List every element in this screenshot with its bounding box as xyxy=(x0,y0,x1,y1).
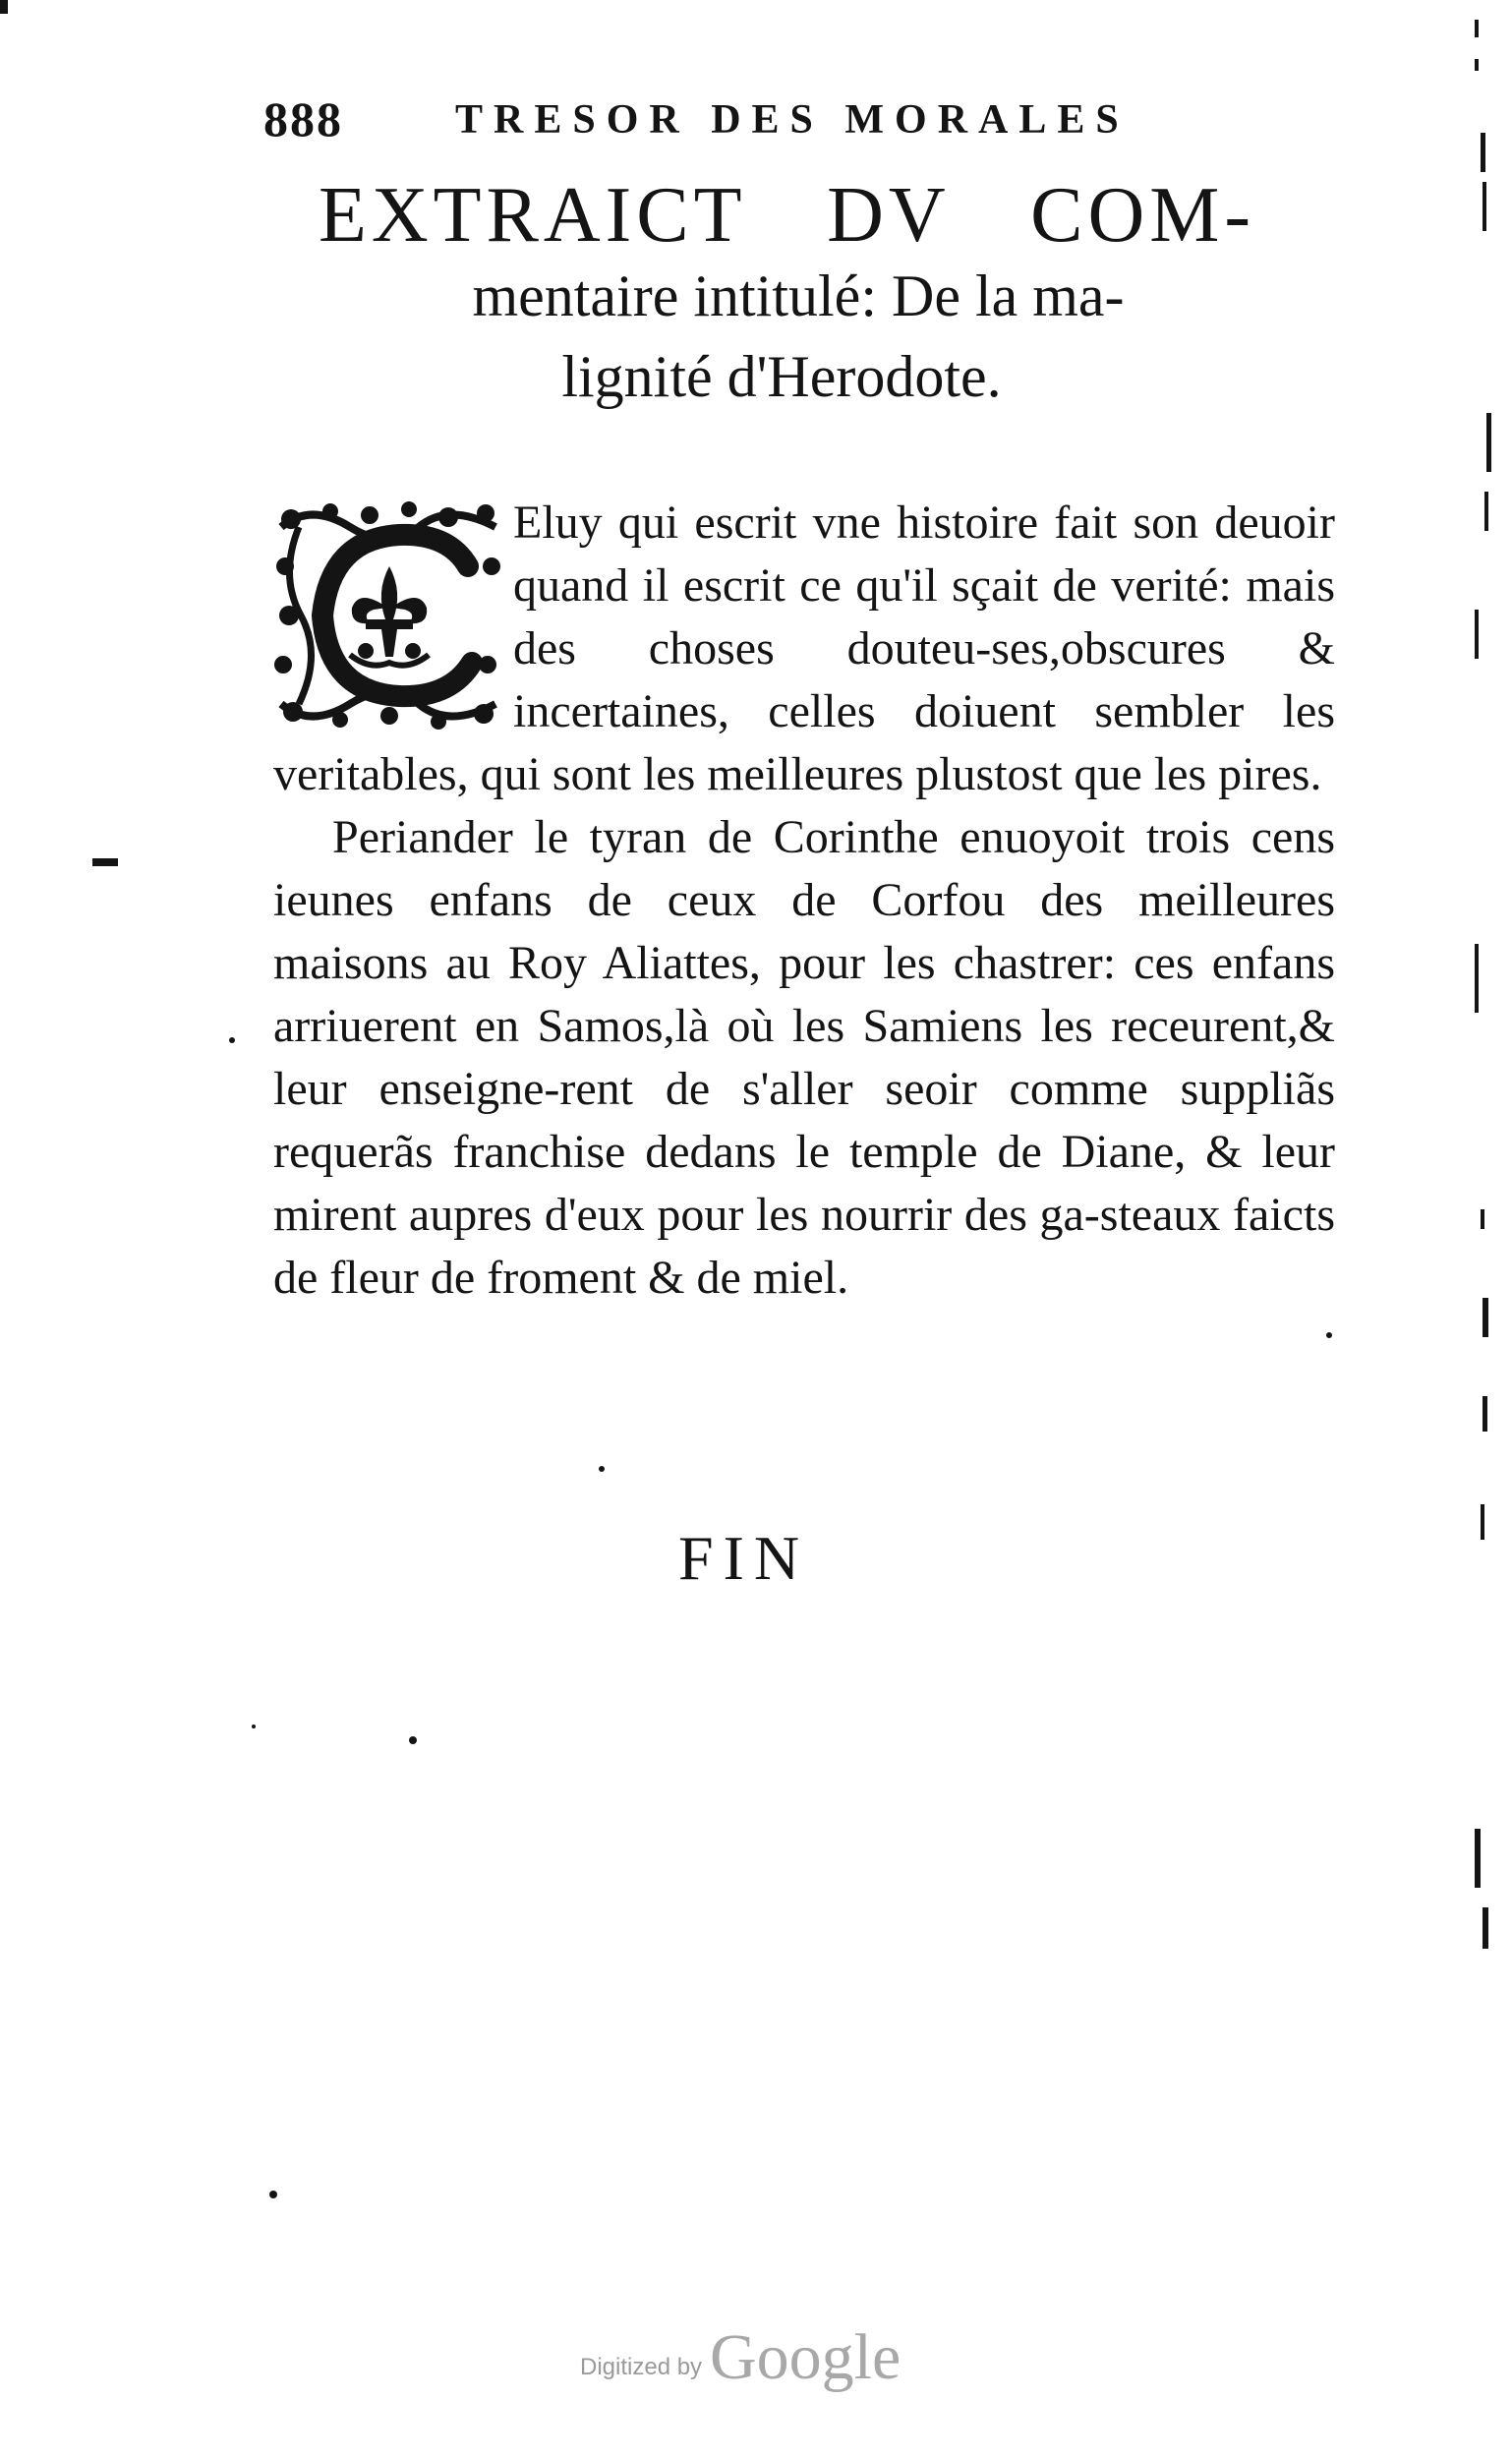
heading-line-2: mentaire intitulé: De la ma- xyxy=(472,263,1125,328)
paragraph-2: Periander le tyran de Corinthe enuoyoit trois cens ieunes enfans de ceux de Corfou des meilleures maisons au Roy Aliattes, pour les chastrer: ces enfans arriuerent en Samos,là où les Samiens les receurent,& leur enseigne-rent de s'aller seoir comme suppliãs requerãs franchise dedans le temple de Diane, & leur mirent aupres d'eux pour les nourrir des ga-steaux faicts de fleur de froment & de miel. xyxy=(273,811,1335,1304)
end-mark: FIN xyxy=(678,1523,810,1593)
heading-line-1: EXTRAICT DV COM- xyxy=(319,172,1256,259)
paragraph-1: Eluy qui escrit vne histoire fait son deuoir quand il escrit ce qu'il sçait de verité: mais des choses douteu-ses,obscures & incertaines, celles doiuent sembler les veritables, qui sont les meilleures plustost que les pires. xyxy=(273,497,1335,800)
heading-line-3: lignité d'Herodote. xyxy=(561,344,1002,409)
chapter-heading xyxy=(295,172,1298,417)
watermark-prefix: Digitized by xyxy=(580,2354,703,2380)
fleur-de-lis-ornament-icon xyxy=(271,497,505,733)
digitized-by-google-watermark xyxy=(580,2320,914,2393)
running-head xyxy=(263,90,1247,169)
google-logo: Google xyxy=(710,2321,901,2393)
body-text xyxy=(273,492,1335,1310)
running-title: TRESOR DES MORALES xyxy=(455,97,1130,143)
page-number: 888 xyxy=(263,91,343,146)
decorated-initial-graphic xyxy=(271,497,505,733)
